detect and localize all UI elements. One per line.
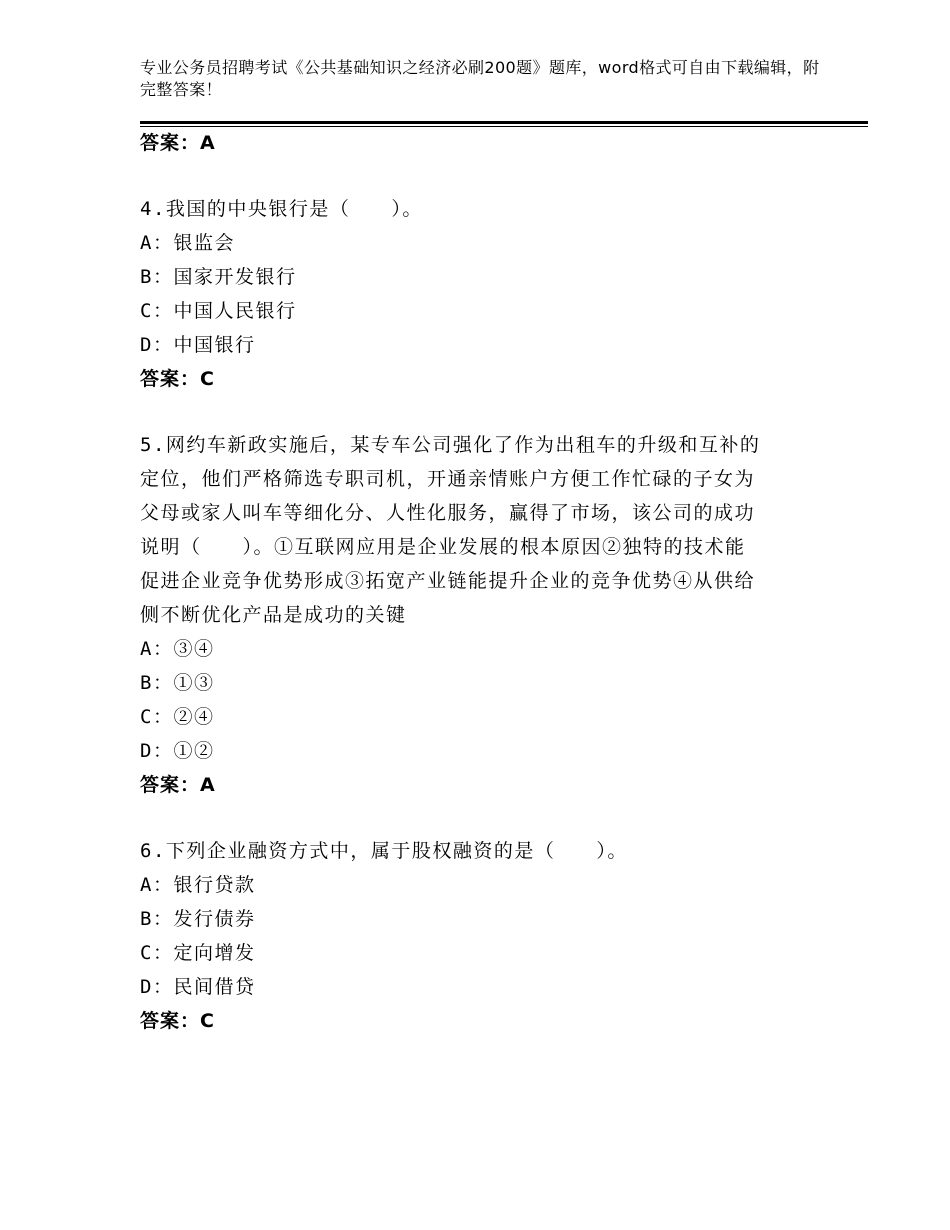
answer: 答案：C <box>140 1010 215 1032</box>
question-stem-line: 定位，他们严格筛选专职司机，开通亲情账户方便工作忙碌的子女为 <box>140 468 756 490</box>
question-stem-line: 父母或家人叫车等细化分、人性化服务，赢得了市场，该公司的成功 <box>140 502 756 524</box>
spacer <box>140 396 800 428</box>
question-stem: 4.我国的中央银行是（ ）。 <box>140 198 423 220</box>
prev-answer: 答案：A <box>140 132 216 154</box>
question-list <box>140 126 800 1038</box>
option-a: A：银监会 <box>140 232 235 254</box>
document-header: 专业公务员招聘考试《公共基础知识之经济必刷200题》题库，word格式可自由下载编辑，附完整答案！ <box>140 58 820 99</box>
option-a: A：银行贷款 <box>140 874 256 896</box>
option-c: C：定向增发 <box>140 942 256 964</box>
option-b: B：国家开发银行 <box>140 266 297 288</box>
option-c: C：②④ <box>140 706 215 728</box>
option-a: A：③④ <box>140 638 215 660</box>
question-5 <box>140 428 800 802</box>
question-4 <box>140 192 800 396</box>
option-d: D：①② <box>140 740 215 762</box>
option-b: B：发行债券 <box>140 908 256 930</box>
option-d: D：中国银行 <box>140 334 256 356</box>
question-stem-line: 促进企业竞争优势形成③拓宽产业链能提升企业的竞争优势④从供给 <box>140 570 756 592</box>
question-6 <box>140 834 800 1038</box>
question-stem-line: 侧不断优化产品是成功的关键 <box>140 604 407 626</box>
question-stem: 6.下列企业融资方式中，属于股权融资的是（ ）。 <box>140 840 628 862</box>
option-d: D：民间借贷 <box>140 976 256 998</box>
header-rule-thick <box>140 121 868 124</box>
question-stem-line: 说明（ ）。①互联网应用是企业发展的根本原因②独特的技术能 <box>140 536 746 558</box>
option-b: B：①③ <box>140 672 215 694</box>
answer: 答案：A <box>140 774 216 796</box>
spacer <box>140 802 800 834</box>
question-stem-line: 5.网约车新政实施后，某专车公司强化了作为出租车的升级和互补的 <box>140 434 761 456</box>
option-c: C：中国人民银行 <box>140 300 297 322</box>
answer: 答案：C <box>140 368 215 390</box>
spacer <box>140 160 800 192</box>
